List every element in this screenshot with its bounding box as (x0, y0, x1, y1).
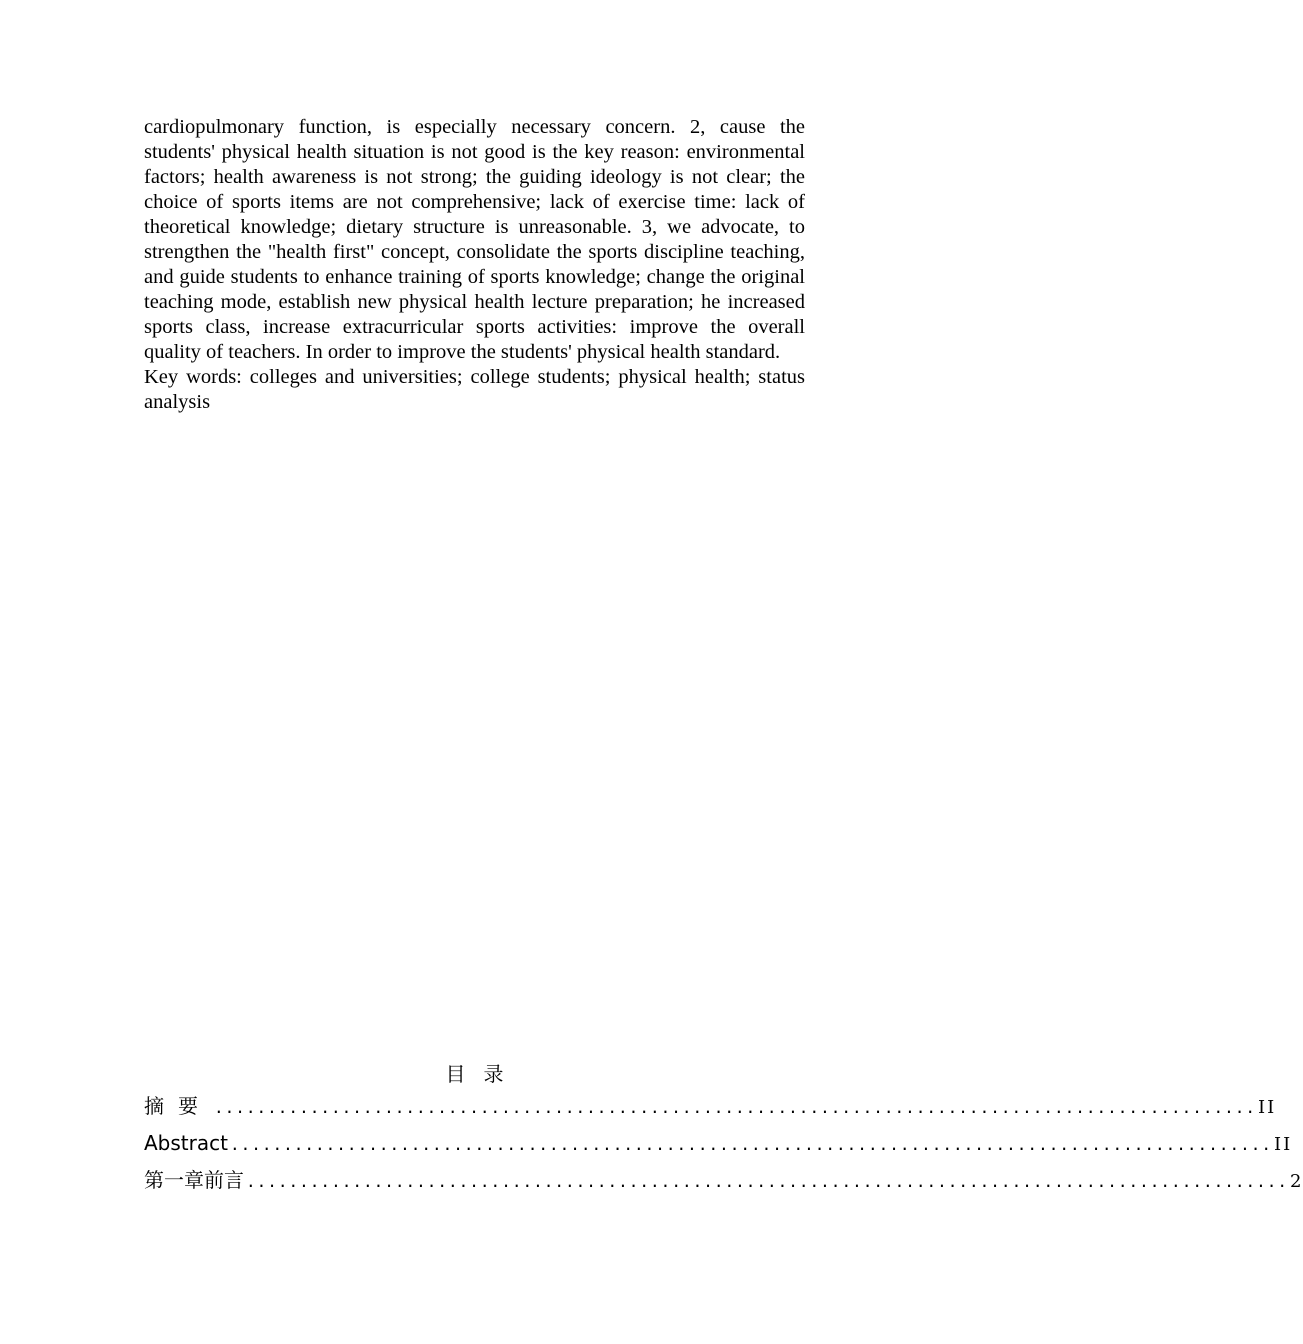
toc-entry-label: Abstract (144, 1131, 228, 1155)
toc-entry-chapter-1[interactable] (144, 1162, 1303, 1199)
toc-leader-dots: .................................................................................................. (214, 1098, 1257, 1117)
toc-entry-label: 摘要 (144, 1094, 212, 1118)
toc-entry-page: 2 (1290, 1171, 1303, 1192)
abstract-paragraph: cardiopulmonary function, is especially necessary concern. 2, cause the students' physical health situation is not good is the key reason: environmental factors; health awareness is not strong; the guiding ideology is not clear; the choice of sports items are not comprehensive; lack of exercise time: lack of theoretical knowledge; dietary structure is unreasonable. 3, we advocate, to strengthen the "health first" concept, consolidate the sports discipline teaching, and guide students to enhance training of sports knowledge; change the original teaching mode, establish new physical health lecture preparation; he increased sports class, increase extracurricular sports activities: improve the overall quality of teachers. In order to improve the students' physical health standard. (144, 116, 805, 363)
toc-leader-dots: .................................................................................................. (246, 1172, 1289, 1191)
toc-entry-page: II (1258, 1097, 1277, 1118)
toc-title: 目录 (445, 1062, 522, 1086)
english-abstract (144, 115, 805, 415)
abstract-keywords: Key words: colleges and universities; college students; physical health; status analysis (144, 366, 805, 413)
toc-entry-page: II (1273, 1134, 1293, 1155)
toc-entry-label: 第一章前言 (144, 1168, 244, 1192)
toc-entry-abstract-cn[interactable] (144, 1088, 1277, 1125)
toc-leader-dots: .................................................................................................. (229, 1135, 1272, 1154)
table-of-contents (144, 1060, 1303, 1199)
toc-entry-abstract-en[interactable] (144, 1125, 1293, 1162)
